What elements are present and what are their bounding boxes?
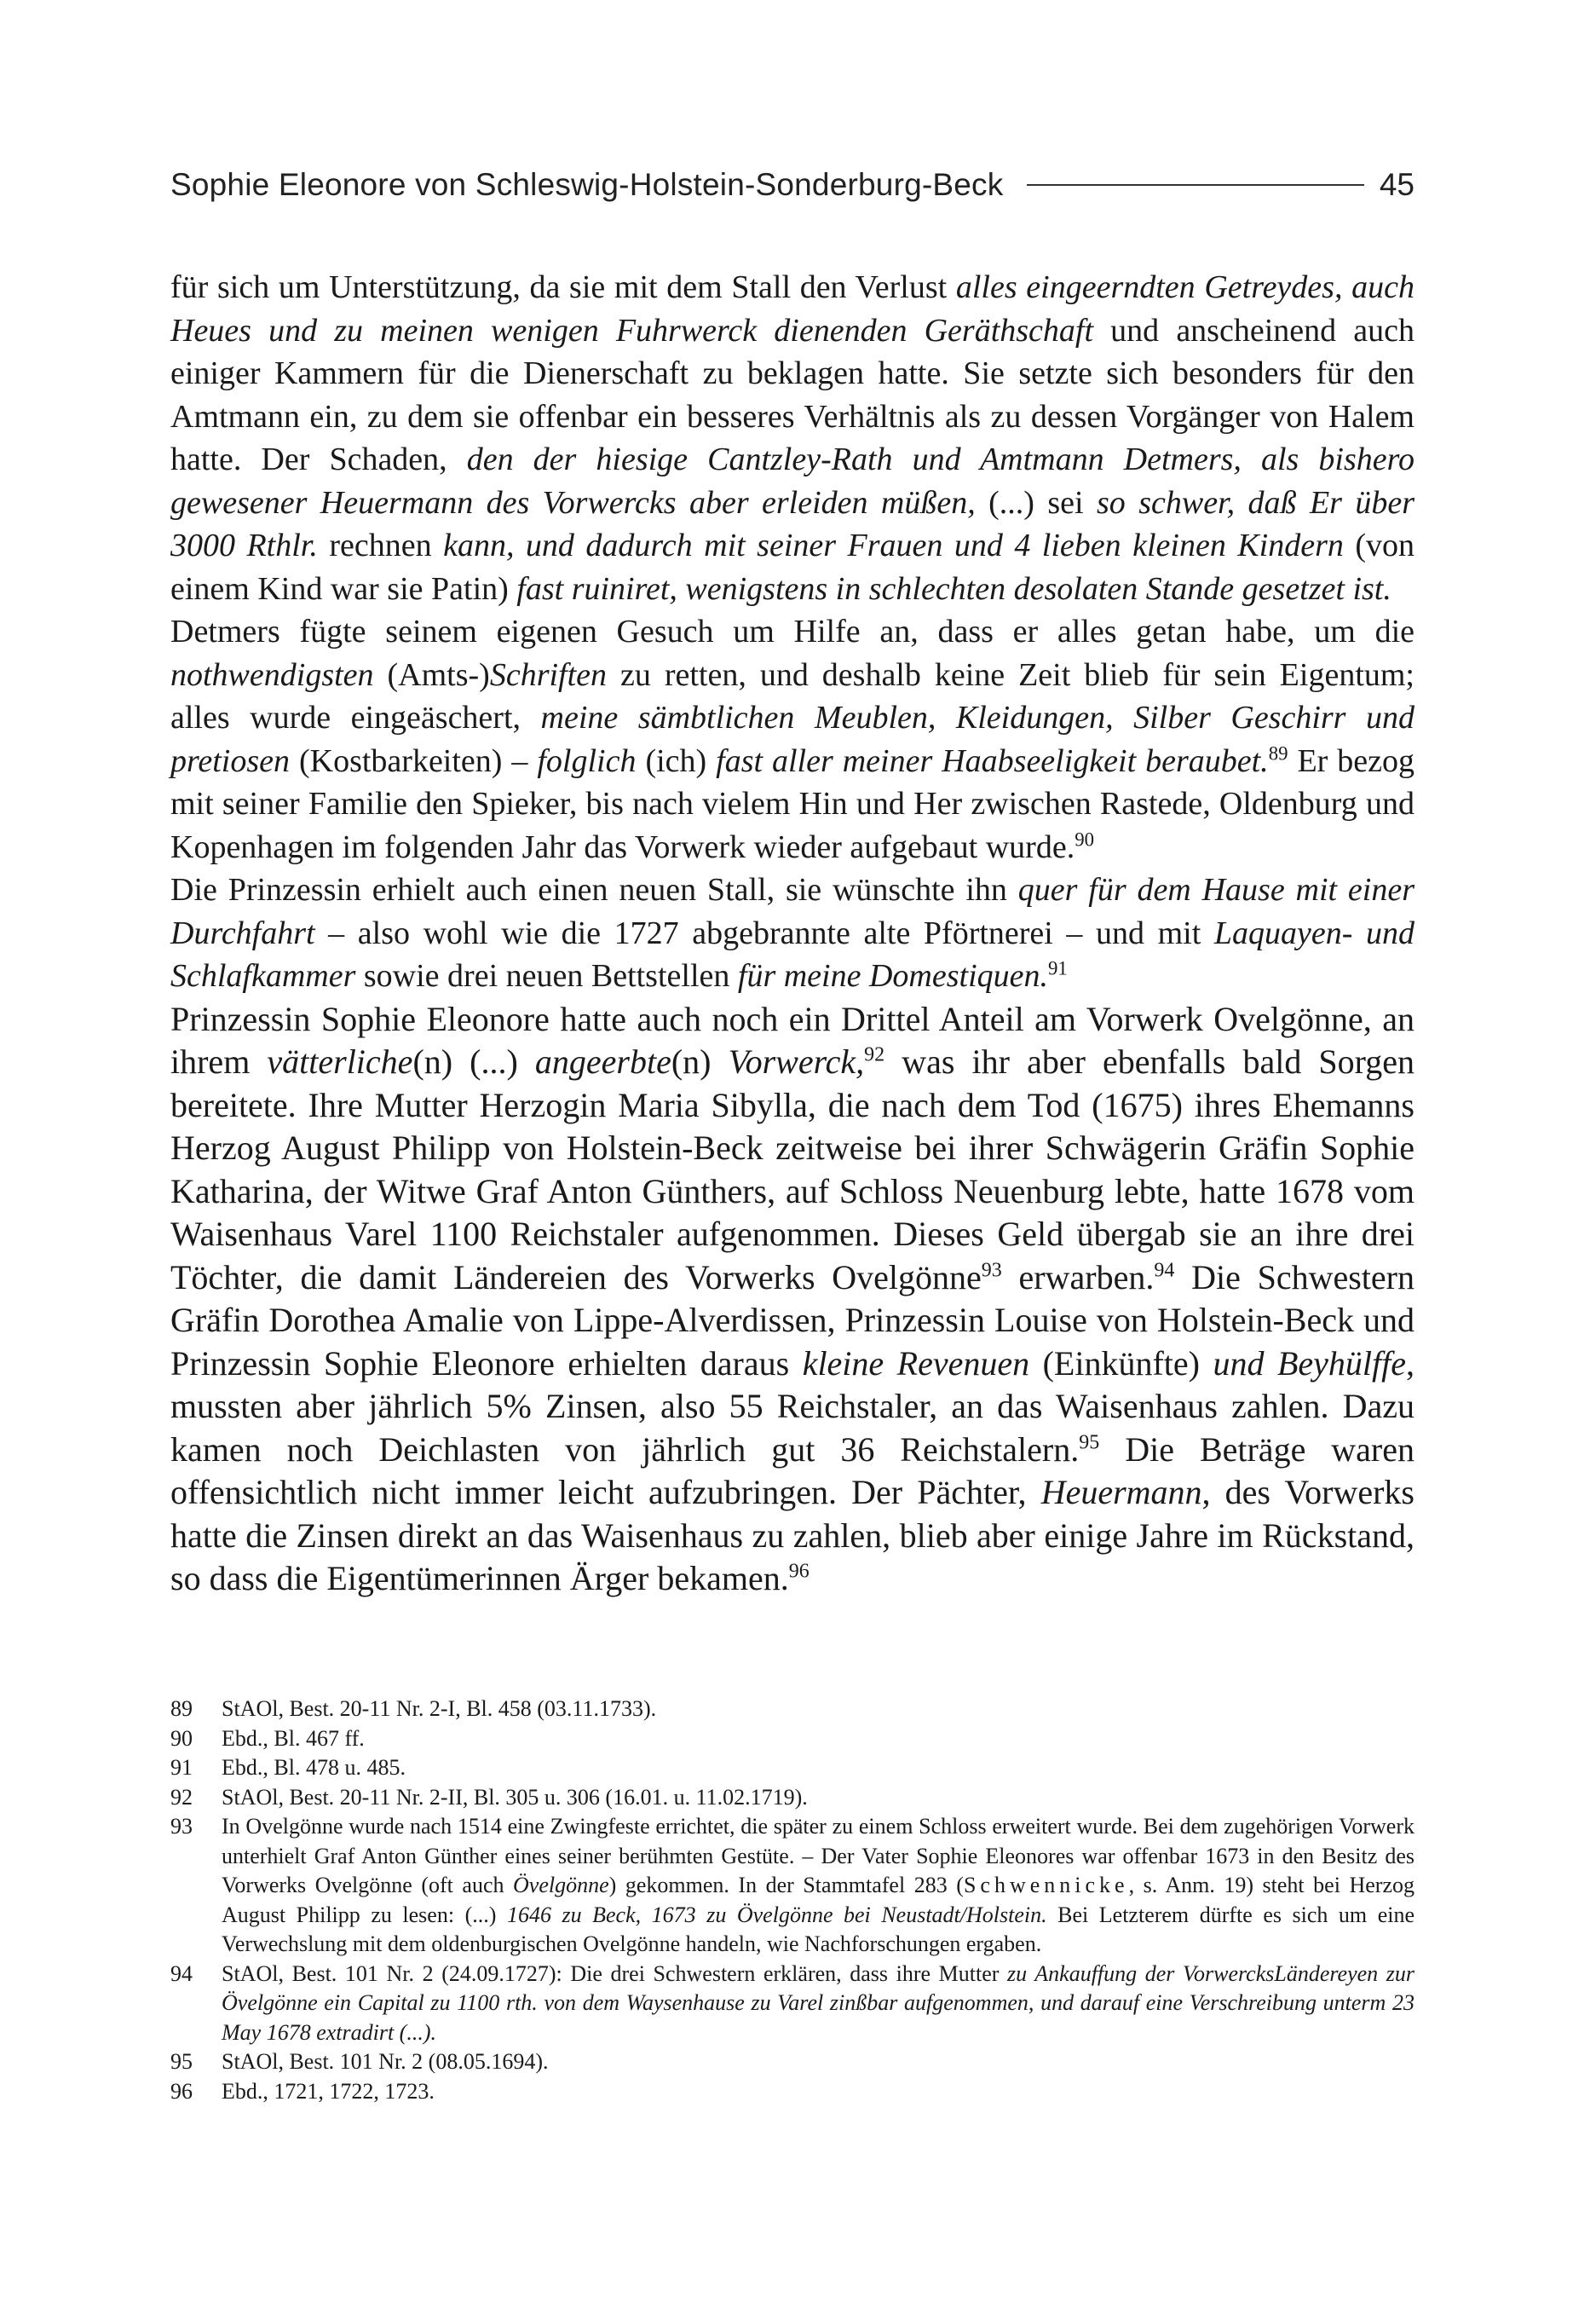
text-run: , s. Anm. 19) steht bei Herzog August Philipp zu lesen: (...) (222, 1873, 1415, 1927)
text-run: Detmers fügte seinem eigenen Gesuch um Hilfe an, dass er alles getan habe, um die (170, 614, 1415, 650)
footnote-number: 90 (170, 1725, 193, 1751)
quote-run: kleine Revenuen (802, 1343, 1030, 1383)
paragraph-4 (170, 998, 1415, 1601)
text-run: (Kostbarkeiten) – (290, 742, 538, 779)
text-run: StAOl, Best. 101 Nr. 2 (24.09.1727): Die drei Schwestern erklären, dass ihre Mutter (222, 1960, 1008, 1986)
quote-run: kann, und dadurch mit seiner Frauen und 4 lieben kleinen Kindern (443, 528, 1344, 563)
footnote-95 (170, 2047, 1415, 2077)
footnote-92 (170, 1783, 1415, 1813)
footnote-text (222, 1812, 1415, 1960)
footnote-ref[interactable]: 96 (788, 1560, 810, 1583)
text-run: Die Schwestern Gräfin Dorothea Amalie von Lippe-Alverdissen, Prinzessin Louise von Holstein-Beck und Prinzessin Sophie Eleonore erhielten daraus (170, 1257, 1415, 1383)
footnote-ref[interactable]: 95 (1079, 1431, 1100, 1454)
quote-run: so schwer, daß Er über 3000 Rthlr. (170, 484, 1415, 563)
quote-run: meine sämbtlichen Meublen, Kleidungen, Silber Geschirr und pretiosen (170, 700, 1415, 779)
text-run: In Ovelgönne wurde nach 1514 eine Zwingfeste errichtet, die später zu einem Schloss erweitert wurde. Bei dem zugehörigen Vorwerk unterhielt Graf Anton Günther eines seiner berühmten Gestüte. – Der Vater Sophie Eleonores war offenbar 1673 in den Besitz des Vorwerks Ovelgönne (oft auch (222, 1814, 1415, 1897)
footnote-text (222, 1724, 1415, 1754)
footnote-text (222, 1753, 1415, 1783)
text-run: StAOl, Best. 20-11 Nr. 2-I, Bl. 458 (03.11.1733). (222, 1696, 657, 1721)
paragraph-2 (170, 610, 1415, 869)
footnote-94 (170, 1960, 1415, 2048)
text-run: Ebd., Bl. 478 u. 485. (222, 1755, 406, 1780)
footnote-ref[interactable]: 94 (1154, 1259, 1175, 1282)
text-run: – also wohl wie die 1727 abgebrannte alte Pförtnerei – und mit (314, 915, 1214, 951)
text-run: Die Beträge waren offensichtlich nicht immer leicht aufzubringen. Der Pächter, (170, 1429, 1415, 1511)
main-text (170, 266, 1415, 1601)
quote-run: zu Ankauffung der VorwercksLändereyen zur Övelgönne ein Capital zu 1100 rth. von dem Waysenhause zu Varel zinßbar aufgenommen, und darauf eine Verschreibung unterm 23 May 1678 extradirt (...). (222, 1960, 1415, 2045)
running-head (170, 164, 1415, 206)
text-run: Ebd., 1721, 1722, 1723. (222, 2078, 435, 2104)
text-run: (von einem Kind war sie Patin) (170, 528, 1415, 607)
quote-run: angeerbte (534, 1042, 671, 1081)
footnote-text (222, 1783, 1415, 1813)
footnote-text (222, 2047, 1415, 2077)
author-name: Schwennicke (963, 1873, 1129, 1897)
quote-run: folglich (537, 742, 637, 779)
text-run: (n) (671, 1042, 729, 1081)
text-run: (n) (...) (412, 1042, 535, 1081)
quote-run: Laquayen- und Schlafkammer (170, 915, 1415, 994)
quote-run: Schriften (489, 656, 608, 693)
footnote-number: 89 (170, 1696, 193, 1721)
text-run: Bei Letzterem dürfte es sich um eine Verwechslung mit dem oldenburgischen Ovelgönne handeln, wie Nachforschungen ergaben. (222, 1902, 1415, 1956)
quote-run: Heuermann (1040, 1473, 1202, 1511)
footnote-90 (170, 1724, 1415, 1754)
header-rule (1027, 184, 1363, 186)
quote-run: Övelgönne (513, 1873, 609, 1897)
text-run: was ihr aber ebenfalls bald Sorgen bereitete. Ihre Mutter Herzogin Maria Sibylla, die nach dem Tod (1675) ihres Ehemanns Herzog August Philipp von Holstein-Beck zeitweise bei ihrer Schwägerin Gräfin Sophie Katharina, der Witwe Graf Anton Günthers, auf Schloss Neuenburg lebte, hatte 1678 vom Waisenhaus Varel 1100 Reichstaler aufgenommen. Dieses Geld übergab sie an ihre drei Töchter, die damit Ländereien des Vorwerks Ovelgönne (170, 1042, 1415, 1296)
running-title: Sophie Eleonore von Schleswig-Holstein-Sonderburg-Beck (170, 167, 1004, 202)
footnote-number: 91 (170, 1755, 193, 1780)
text-run: StAOl, Best. 101 Nr. 2 (08.05.1694). (222, 2049, 549, 2074)
footnote-number: 93 (170, 1814, 193, 1839)
footnote-number: 96 (170, 2078, 193, 2104)
text-run: (...) sei (975, 484, 1097, 521)
text-run: , des Vorwerks hatte die Zinsen direkt an das Waisenhaus zu zahlen, blieb aber einige Jahre im Rückstand, so dass die Eigentümerinnen Ärger bekamen. (170, 1473, 1415, 1597)
footnote-93 (170, 1812, 1415, 1960)
text-run: ) gekommen. In der Stammtafel 283 ( (608, 1873, 964, 1897)
quote-run: quer für dem Hause mit einer Durchfahrt (170, 872, 1415, 951)
quote-run: 1646 zu Beck, 1673 zu Övelgönne bei Neustadt/Holstein. (506, 1902, 1047, 1927)
text-run: rechnen (317, 528, 444, 563)
quote-run: für meine Domestiquen. (737, 958, 1048, 994)
quote-run: den der hiesige Cantzley-Rath und Amtmann Detmers, als bishero gewesener Heuermann des Vorwercks aber erleiden müßen, (170, 442, 1415, 521)
footnote-text (222, 1695, 1415, 1724)
text-run: sowie drei neuen Bettstellen (355, 958, 738, 994)
footnote-89 (170, 1695, 1415, 1724)
quote-run: nothwendigsten (170, 656, 374, 693)
text-run: Ebd., Bl. 467 ff. (222, 1725, 365, 1751)
footnote-ref[interactable]: 90 (1075, 828, 1094, 850)
footnote-91 (170, 1753, 1415, 1783)
text-run: , mussten aber jährlich 5% Zinsen, also 55 Reichstaler, an das Waisenhaus zahlen. Dazu kamen noch Deichlasten von jährlich gut 36 Reichstalern. (170, 1343, 1415, 1469)
footnote-text (222, 2077, 1415, 2107)
text-run: Prinzessin Sophie Eleonore hatte auch noch ein Drittel Anteil am Vorwerk Ovelgönne, an ihrem (170, 999, 1415, 1081)
text-run: für sich um Unterstützung, da sie mit dem Stall den Verlust (170, 269, 956, 305)
text-run: Er bezog mit seiner Familie den Spieker, bis nach vielem Hin und Her zwischen Rastede, Oldenburg und Kopenhagen im folgenden Jahr das Vorwerk wieder aufgebaut wurde. (170, 742, 1415, 865)
page-number: 45 (1379, 167, 1415, 202)
text-run: (ich) (636, 742, 717, 779)
paragraph-3 (170, 869, 1415, 998)
footnote-96 (170, 2077, 1415, 2107)
footnote-ref[interactable]: 93 (981, 1259, 1002, 1282)
text-run: (Einkünfte) (1029, 1343, 1213, 1383)
footnote-ref[interactable]: 91 (1048, 957, 1068, 979)
footnote-number: 92 (170, 1784, 193, 1810)
paragraph-1 (170, 266, 1415, 610)
quote-run: Vorwerck, (728, 1042, 865, 1081)
text-run: zu retten, und deshalb keine Zeit blieb für sein Eigentum; alles wurde eingeäschert, (170, 656, 1415, 736)
footnote-ref[interactable]: 89 (1268, 742, 1288, 764)
text-run: erwarben. (1001, 1257, 1155, 1296)
quote-run: vätterliche (267, 1042, 413, 1081)
text-run: (Amts-) (373, 656, 490, 693)
footnote-number: 95 (170, 2049, 193, 2074)
text-run: Die Prinzessin erhielt auch einen neuen Stall, sie wünschte ihn (170, 872, 1018, 908)
footnote-ref[interactable]: 92 (864, 1043, 885, 1066)
footnote-text (222, 1960, 1415, 2048)
text-run: StAOl, Best. 20-11 Nr. 2-II, Bl. 305 u. 306 (16.01. u. 11.02.1719). (222, 1784, 808, 1810)
quote-run: und Beyhülffe (1213, 1343, 1407, 1383)
footnotes (170, 1695, 1415, 2106)
text-run: und anscheinend auch einiger Kammern für die Dienerschaft zu beklagen hatte. Sie setzte sich besonders für den Amtmann ein, zu dem sie offenbar ein besseres Verhältnis als zu dessen Vorgänger von Halem hatte. Der Schaden, (170, 312, 1415, 477)
quote-run: fast ruiniret, wenigstens in schlechten desolaten Stande gesetzet ist. (516, 570, 1391, 607)
quote-run: alles eingeerndten Getreydes, auch Heues und zu meinen wenigen Fuhrwerck dienenden Geräthschaft (170, 269, 1415, 349)
quote-run: fast aller meiner Haabseeligkeit beraubet. (716, 742, 1269, 779)
footnote-number: 94 (170, 1960, 193, 1986)
